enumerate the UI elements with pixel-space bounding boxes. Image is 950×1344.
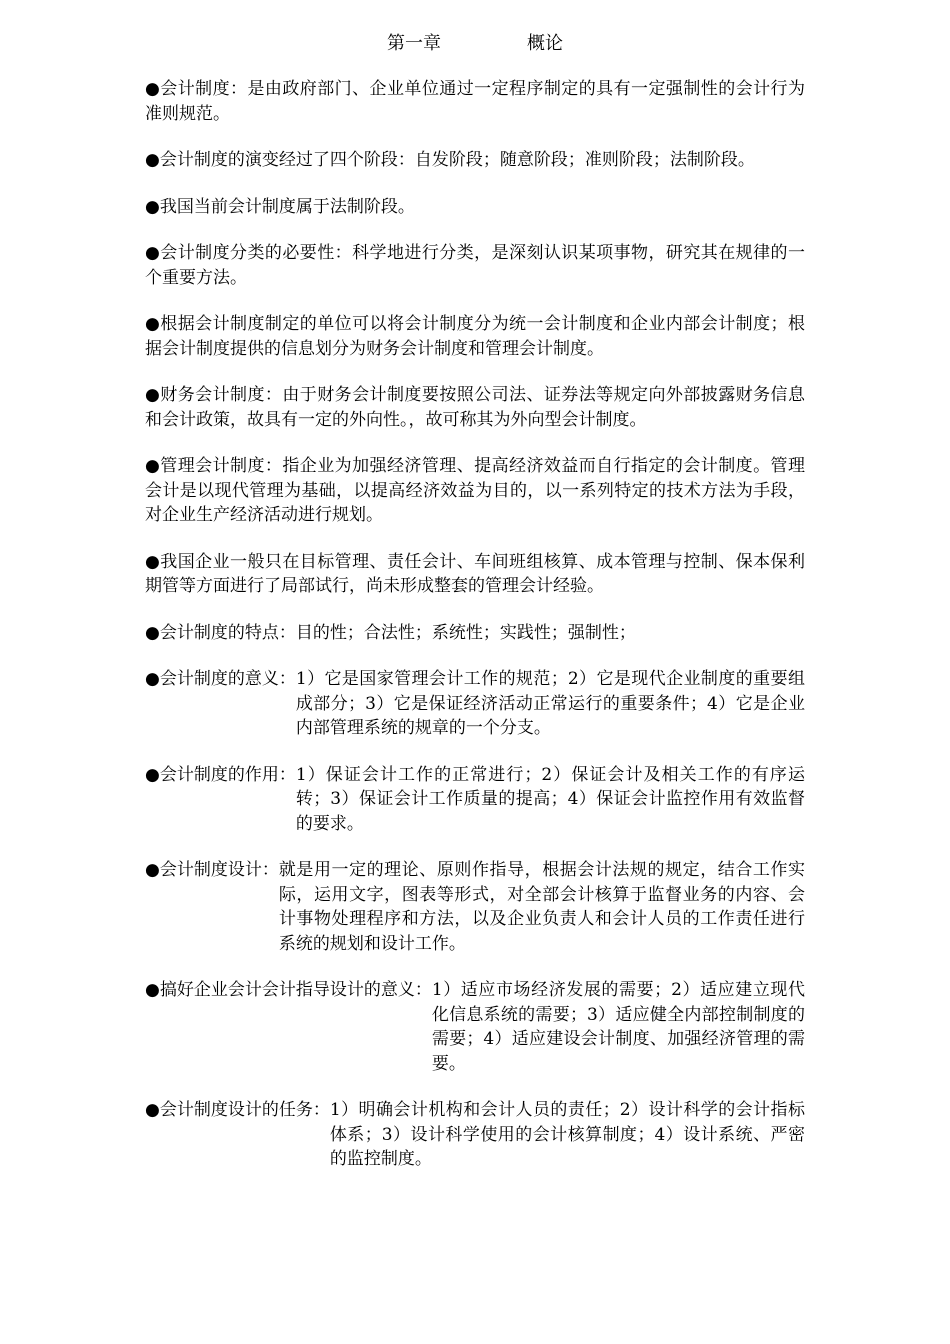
- paragraph: ●我国企业一般只在目标管理、责任会计、车间班组核算、成本管理与控制、保本保利期管等方面进行了局部试行，尚未形成整套的管理会计经验。: [145, 551, 805, 596]
- term-label: ●会计制度设计：: [145, 860, 279, 880]
- paragraph: ●财务会计制度：由于财务会计制度要按照公司法、证券法等规定向外部披露财务信息和会计政策，故具有一定的外向性。，故可称其为外向型会计制度。: [145, 385, 805, 430]
- term-definition: 1）保证会计工作的正常进行；2）保证会计及相关工作的有序运转；3）保证会计工作质量的提高；4）保证会计监控作用有效监督的要求。: [295, 764, 805, 834]
- hanging-paragraph: [145, 1098, 805, 1172]
- term-label: ●会计制度的作用：: [145, 764, 296, 785]
- chapter-title: 概论: [527, 33, 563, 54]
- hanging-paragraph: [145, 858, 805, 956]
- term-label: ●搞好企业会计会计指导设计的意义：: [145, 980, 432, 1000]
- hanging-paragraph: [145, 667, 805, 741]
- term-label: ●会计制度设计的任务：: [145, 1100, 330, 1120]
- paragraph: ●会计制度：是由政府部门、企业单位通过一定程序制定的具有一定强制性的会计行为准则规范。: [145, 79, 805, 124]
- chapter-heading: [0, 31, 950, 57]
- paragraph: ●会计制度的演变经过了四个阶段：自发阶段；随意阶段；准则阶段；法制阶段。: [145, 150, 755, 170]
- term-definition: 1）明确会计机构和会计人员的责任；2）设计科学的会计指标体系；3）设计科学使用的会计核算制度；4）设计系统、严密的监控制度。: [329, 1100, 805, 1169]
- term-definition: 1）适应市场经济发展的需要；2）适应建立现代化信息系统的需要；3）适应健全内部控制制度的需要；4）适应建设会计制度、加强经济管理的需要。: [431, 980, 805, 1074]
- paragraph: ●会计制度分类的必要性：科学地进行分类，是深刻认识某项事物，研究其在规律的一个重要方法。: [145, 243, 805, 288]
- paragraph: ●根据会计制度制定的单位可以将会计制度分为统一会计制度和企业内部会计制度；根据会计制度提供的信息划分为财务会计制度和管理会计制度。: [145, 314, 805, 359]
- term-label: ●会计制度的意义：: [145, 669, 296, 689]
- paragraph: ●管理会计制度：指企业为加强经济管理、提高经济效益而自行指定的会计制度。管理会计是以现代管理为基础，以提高经济效益为目的，以一系列特定的技术方法为手段，对企业生产经济活动进行规划。: [145, 456, 805, 525]
- paragraph: ●会计制度的特点：目的性；合法性；系统性；实践性；强制性；: [145, 622, 636, 643]
- term-definition: 1）它是国家管理会计工作的规范；2）它是现代企业制度的重要组成部分；3）它是保证经济活动正常运行的重要条件；4）它是企业内部管理系统的规章的一个分支。: [295, 669, 805, 738]
- term-definition: 就是用一定的理论、原则作指导，根据会计法规的规定，结合工作实际，运用文字，图表等形式，对全部会计核算于监督业务的内容、会计事物处理程序和方法，以及企业负责人和会计人员的工作责任进行系统的规划和设计工作。: [278, 860, 805, 954]
- hanging-paragraph: [145, 763, 805, 837]
- hanging-paragraph: [145, 978, 805, 1076]
- paragraph: ●我国当前会计制度属于法制阶段。: [145, 196, 415, 217]
- chapter-number: 第一章: [387, 33, 441, 54]
- document-body: [145, 77, 805, 1194]
